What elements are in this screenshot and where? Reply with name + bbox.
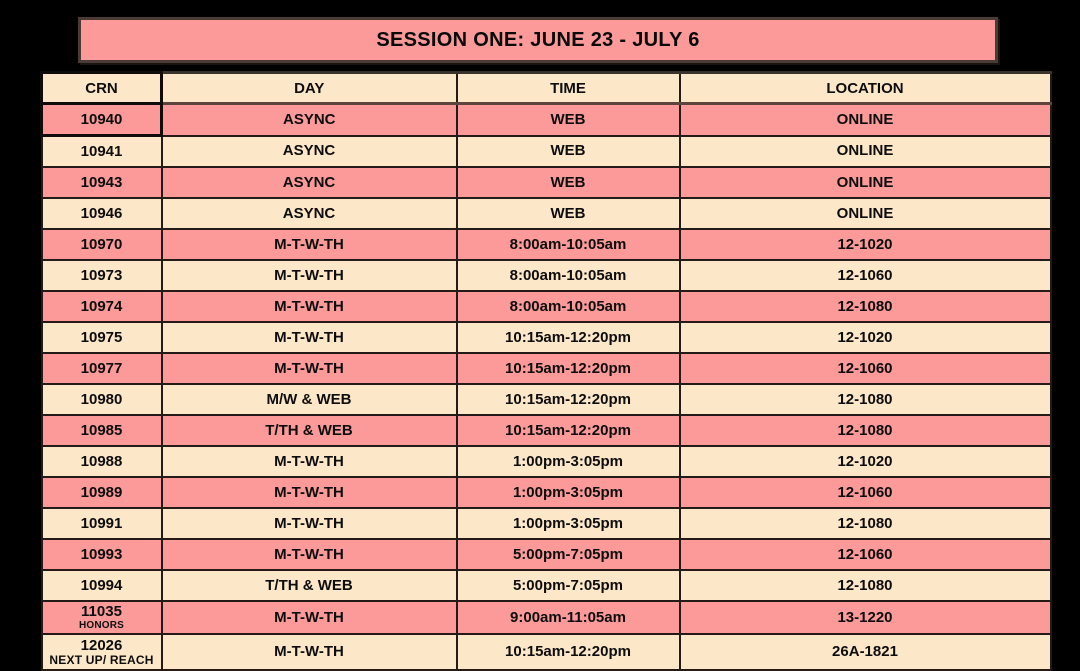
header-row [42, 73, 1051, 104]
table-row [42, 260, 1051, 291]
crn-cell [42, 446, 162, 477]
time-cell-text: WEB [550, 110, 586, 128]
day-cell [162, 570, 457, 601]
location-cell-text: 12-1020 [837, 235, 893, 253]
time-cell-text: 1:00pm-3:05pm [512, 452, 624, 470]
location-cell [680, 136, 1051, 168]
day-cell-text: M-T-W-TH [274, 545, 344, 563]
time-cell [457, 446, 680, 477]
crn-cell [42, 198, 162, 229]
crn-cell-text: 10975 [80, 328, 123, 346]
table-row [42, 601, 1051, 634]
time-cell-text: 1:00pm-3:05pm [512, 483, 624, 501]
crn-cell-text: 10980 [80, 390, 123, 408]
table-row [42, 353, 1051, 384]
time-cell-text: 10:15am-12:20pm [505, 359, 631, 377]
day-cell-text: M/W & WEB [266, 390, 352, 408]
crn-cell [42, 415, 162, 446]
crn-cell [42, 136, 162, 168]
location-cell [680, 167, 1051, 198]
day-cell-text: T/TH & WEB [265, 576, 353, 594]
day-cell-text: ASYNC [282, 204, 336, 222]
location-cell [680, 570, 1051, 601]
table-row [42, 198, 1051, 229]
table-row [42, 104, 1051, 136]
location-cell [680, 322, 1051, 353]
time-cell-text: 10:15am-12:20pm [505, 643, 631, 661]
time-cell [457, 415, 680, 446]
day-cell [162, 415, 457, 446]
crn-cell [42, 601, 162, 634]
time-cell [457, 198, 680, 229]
location-cell [680, 415, 1051, 446]
location-cell [680, 384, 1051, 415]
time-cell [457, 291, 680, 322]
day-cell [162, 384, 457, 415]
day-cell-text: M-T-W-TH [274, 608, 344, 626]
time-cell-text: WEB [550, 142, 586, 160]
crn-cell-text: 11035 [81, 603, 122, 621]
time-cell [457, 601, 680, 634]
day-cell [162, 291, 457, 322]
time-cell-text: 9:00am-11:05am [510, 608, 626, 626]
crn-cell [42, 229, 162, 260]
crn-cell [42, 167, 162, 198]
location-cell-text: 12-1060 [837, 545, 893, 563]
header-location: LOCATION [680, 73, 1051, 104]
table-row [42, 446, 1051, 477]
day-cell-text: M-T-W-TH [274, 235, 344, 253]
location-cell [680, 291, 1051, 322]
time-cell-text: 10:15am-12:20pm [505, 390, 631, 408]
time-cell [457, 229, 680, 260]
location-cell-text: 12-1080 [837, 421, 893, 439]
time-cell-text: WEB [550, 173, 586, 191]
time-cell [457, 353, 680, 384]
location-cell-text: ONLINE [836, 173, 894, 191]
crn-cell [42, 634, 162, 670]
day-cell-text: M-T-W-TH [274, 514, 344, 532]
day-cell [162, 353, 457, 384]
crn-cell-text: 10988 [80, 452, 123, 470]
day-cell [162, 446, 457, 477]
day-cell-text: T/TH & WEB [265, 421, 353, 439]
crn-cell-text: 10974 [80, 297, 123, 315]
crn-cell [42, 260, 162, 291]
day-cell-text: M-T-W-TH [274, 359, 344, 377]
crn-cell-text: 10994 [80, 576, 123, 594]
crn-cell [42, 322, 162, 353]
table-row [42, 167, 1051, 198]
table-row [42, 508, 1051, 539]
day-cell [162, 508, 457, 539]
location-cell-text: 12-1080 [837, 576, 893, 594]
location-cell [680, 353, 1051, 384]
crn-cell-text: 10940 [80, 110, 123, 128]
location-cell [680, 539, 1051, 570]
crn-cell [42, 384, 162, 415]
day-cell-text: M-T-W-TH [274, 328, 344, 346]
table-row [42, 322, 1051, 353]
schedule-table-body [42, 104, 1051, 671]
location-cell-text: 12-1060 [837, 359, 893, 377]
schedule-table-head [42, 73, 1051, 104]
crn-cell-text: 10941 [80, 142, 123, 160]
time-cell-text: 8:00am-10:05am [509, 297, 627, 315]
table-row [42, 136, 1051, 168]
day-cell-text: ASYNC [282, 173, 336, 191]
day-cell [162, 260, 457, 291]
crn-cell-text: 10977 [80, 359, 123, 377]
location-cell-text: ONLINE [836, 204, 894, 222]
location-cell-text: 12-1020 [837, 328, 893, 346]
location-cell [680, 634, 1051, 670]
crn-cell-text: 10946 [80, 204, 123, 222]
crn-note: HONORS [78, 619, 125, 631]
crn-cell [42, 477, 162, 508]
location-cell [680, 477, 1051, 508]
location-cell [680, 446, 1051, 477]
crn-cell-text: 10943 [80, 173, 123, 191]
time-cell-text: WEB [550, 204, 586, 222]
table-row [42, 634, 1051, 670]
day-cell-text: M-T-W-TH [274, 483, 344, 501]
crn-cell [42, 508, 162, 539]
location-cell-text: ONLINE [836, 110, 894, 128]
crn-cell [42, 539, 162, 570]
table-row [42, 477, 1051, 508]
time-cell-text: 5:00pm-7:05pm [512, 576, 624, 594]
time-cell [457, 477, 680, 508]
schedule-table [40, 71, 1052, 671]
day-cell [162, 477, 457, 508]
day-cell-text: ASYNC [282, 142, 336, 160]
time-cell-text: 1:00pm-3:05pm [512, 514, 624, 532]
crn-cell-text: 10973 [80, 266, 123, 284]
time-cell-text: 5:00pm-7:05pm [512, 545, 624, 563]
time-cell [457, 104, 680, 136]
day-cell [162, 136, 457, 168]
location-cell [680, 104, 1051, 136]
day-cell [162, 167, 457, 198]
time-cell [457, 260, 680, 291]
location-cell-text: 12-1080 [837, 514, 893, 532]
day-cell [162, 634, 457, 670]
crn-cell-text: 10989 [80, 483, 123, 501]
crn-cell-text: 12026 [80, 636, 123, 654]
day-cell [162, 322, 457, 353]
crn-cell [42, 104, 162, 136]
location-cell-text: 12-1080 [837, 297, 893, 315]
crn-cell [42, 570, 162, 601]
day-cell [162, 104, 457, 136]
time-cell [457, 322, 680, 353]
time-cell [457, 539, 680, 570]
location-cell [680, 601, 1051, 634]
time-cell-text: 8:00am-10:05am [509, 235, 627, 253]
location-cell [680, 260, 1051, 291]
time-cell-text: 10:15am-12:20pm [505, 421, 631, 439]
time-cell-text: 10:15am-12:20pm [505, 328, 631, 346]
crn-note: NEXT UP/ REACH [49, 653, 154, 668]
location-cell [680, 229, 1051, 260]
session-title: SESSION ONE: JUNE 23 - JULY 6 [376, 28, 700, 51]
crn-cell [42, 291, 162, 322]
time-cell [457, 570, 680, 601]
table-row [42, 539, 1051, 570]
crn-cell [42, 353, 162, 384]
crn-cell-text: 10970 [80, 235, 123, 253]
time-cell [457, 508, 680, 539]
location-cell-text: 12-1080 [837, 390, 893, 408]
day-cell [162, 229, 457, 260]
crn-cell-text: 10991 [80, 514, 123, 532]
day-cell-text: M-T-W-TH [274, 643, 344, 661]
session-banner [78, 17, 998, 63]
day-cell-text: M-T-W-TH [274, 266, 344, 284]
location-cell-text: 12-1060 [837, 483, 893, 501]
header-time: TIME [457, 73, 680, 104]
time-cell [457, 634, 680, 670]
location-cell [680, 508, 1051, 539]
table-row [42, 229, 1051, 260]
time-cell [457, 384, 680, 415]
table-row [42, 415, 1051, 446]
day-cell-text: ASYNC [282, 110, 336, 128]
table-row [42, 570, 1051, 601]
location-cell-text: 12-1020 [837, 452, 893, 470]
location-cell-text: 26A-1821 [832, 643, 898, 661]
day-cell [162, 601, 457, 634]
crn-cell-text: 10985 [80, 421, 123, 439]
day-cell-text: M-T-W-TH [274, 297, 344, 315]
time-cell [457, 167, 680, 198]
day-cell [162, 198, 457, 229]
location-cell-text: ONLINE [836, 142, 894, 160]
time-cell [457, 136, 680, 168]
day-cell [162, 539, 457, 570]
header-crn: CRN [42, 73, 162, 104]
location-cell-text: 12-1060 [837, 266, 893, 284]
time-cell-text: 8:00am-10:05am [509, 266, 627, 284]
crn-cell-text: 10993 [80, 545, 123, 563]
header-day: DAY [162, 73, 457, 104]
table-row [42, 291, 1051, 322]
location-cell [680, 198, 1051, 229]
day-cell-text: M-T-W-TH [274, 452, 344, 470]
table-row [42, 384, 1051, 415]
location-cell-text: 13-1220 [837, 608, 893, 626]
